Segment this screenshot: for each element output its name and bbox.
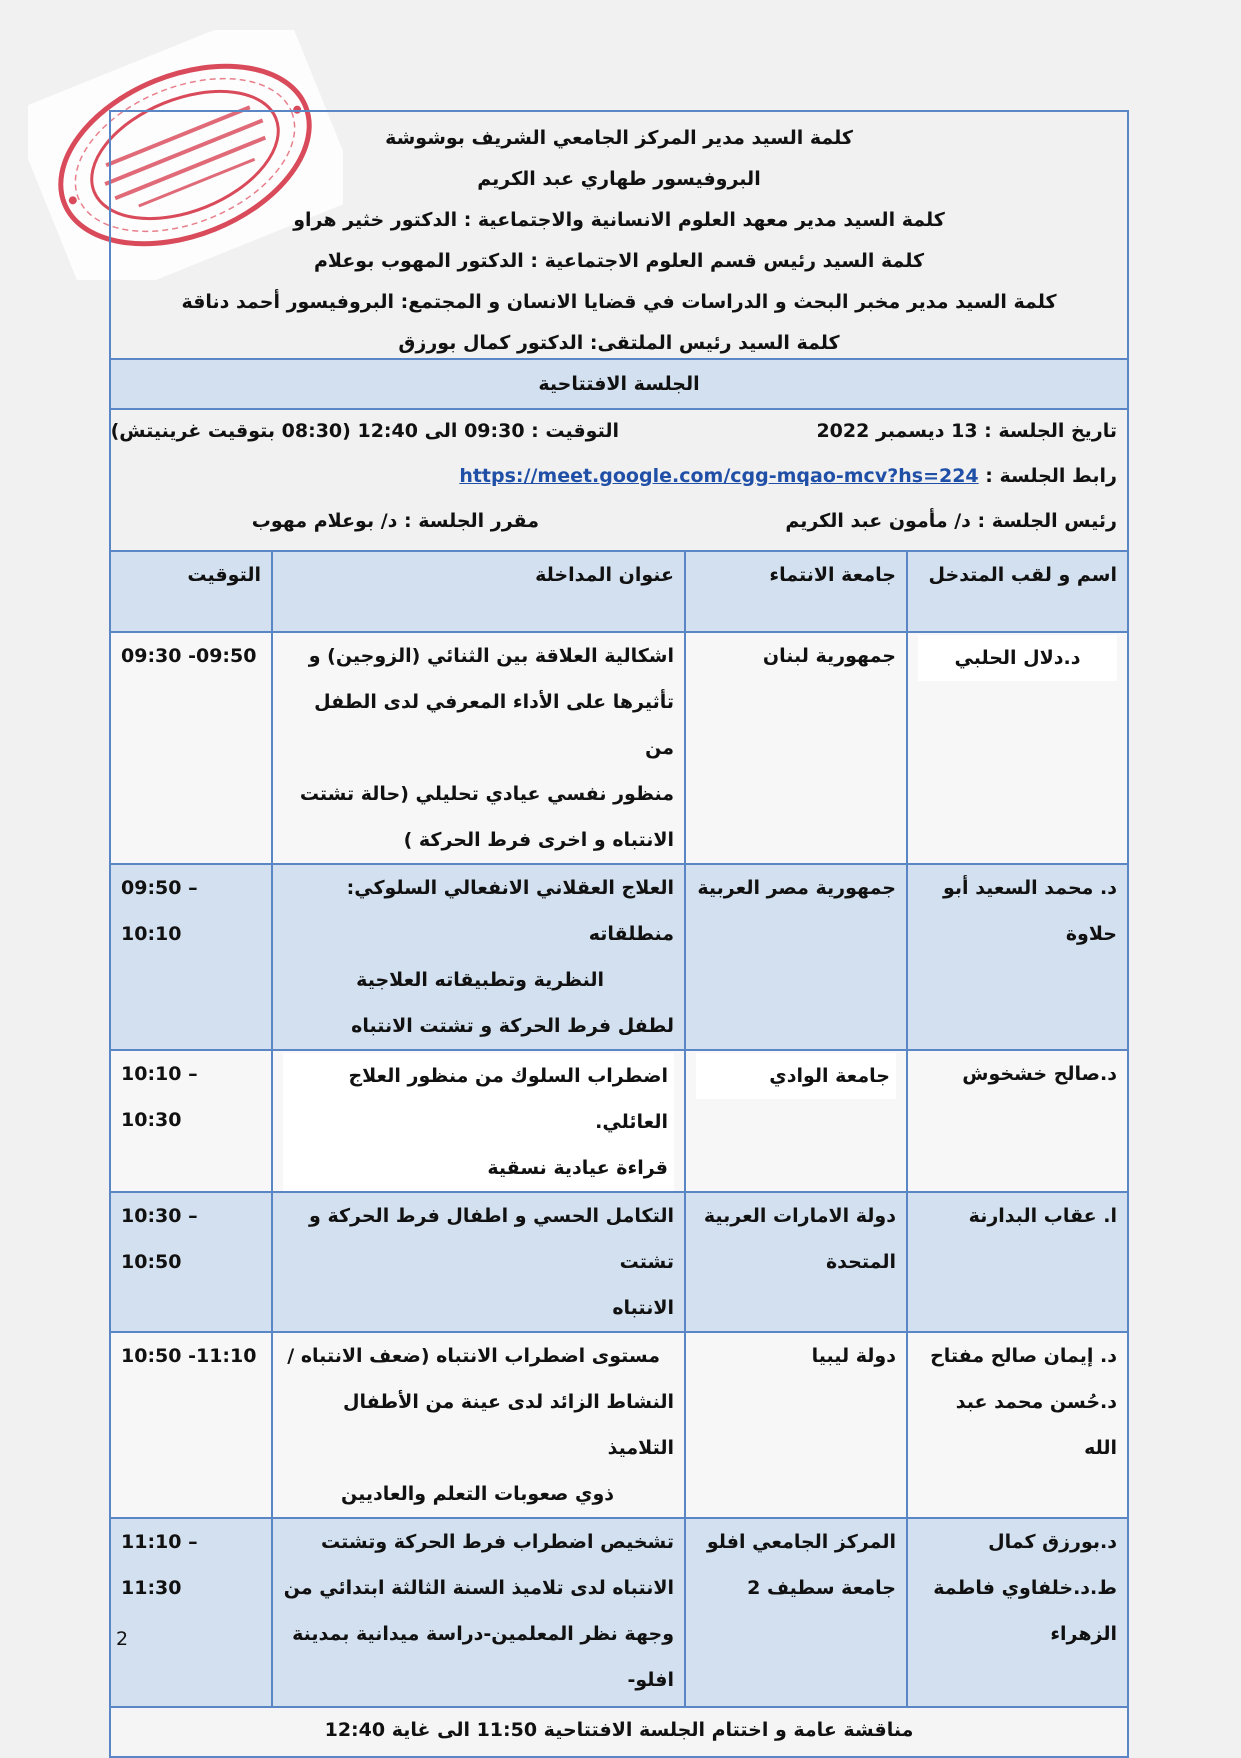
time-slot: 09:30 -09:50 (111, 632, 272, 864)
paper-title-line: تأثيرها على الأداء المعرفي لدى الطفل من (314, 691, 674, 759)
schedule-table (111, 552, 1127, 1708)
paper-title-cell (272, 1192, 685, 1332)
paper-title-line: النشاط الزائد لدى عينة من الأطفال التلاميذ (342, 1391, 674, 1459)
column-header: اسم و لقب المتدخل (907, 552, 1127, 632)
session-link-label: رابط الجلسة : (985, 465, 1117, 487)
paper-title-line: قراءة عيادية نسقية (487, 1157, 668, 1179)
speaker-name-cell (907, 1518, 1127, 1707)
speech-line: كلمة السيد مدير معهد العلوم الانسانية والاجتماعية : الدكتور خثير هراو (293, 209, 945, 231)
table-row (111, 864, 1127, 1050)
paper-title-cell (272, 1050, 685, 1192)
schedule-table-wrapper (111, 552, 1127, 1708)
session-rapporteur: مقرر الجلسة : د/ بوعلام مهوب (251, 510, 539, 532)
paper-title-block (283, 1053, 674, 1191)
speaker-name-cell (907, 632, 1127, 864)
paper-title-line: مستوى اضطراب الانتباه (ضعف الانتباه / (287, 1345, 660, 1367)
time-slot: 10:50 -11:10 (111, 1332, 272, 1518)
column-header: التوقيت (111, 552, 272, 632)
paper-title-line: وجهة نظر المعلمين-دراسة ميدانية بمدينة (292, 1623, 674, 1645)
speaker-name: د.صالح خشخوش (962, 1063, 1117, 1085)
speaker-name: د. إيمان صالح مفتاح (930, 1345, 1117, 1367)
table-row (111, 632, 1127, 864)
affiliation: المتحدة (825, 1251, 896, 1273)
speaker-name: حلاوة (1065, 923, 1117, 945)
session-chair: رئيس الجلسة : د/ مأمون عبد الكريم (785, 510, 1117, 532)
speaker-name-cell (907, 1332, 1127, 1518)
session-title: الجلسة الافتتاحية (111, 360, 1127, 410)
speaker-name: ا. عقاب البدارنة (968, 1205, 1117, 1227)
speaker-name: د.حُسن محمد عبد الله (955, 1391, 1117, 1459)
session-link-row (459, 465, 1117, 487)
paper-title-line: ذوي صعوبات التعلم والعاديين (340, 1483, 614, 1505)
paper-title-line: اشكالية العلاقة بين الثنائي (الزوجين) و (308, 645, 674, 667)
speaker-name: د.بورزق كمال (988, 1531, 1117, 1553)
time-slot: 10:10 – 10:30 (111, 1050, 272, 1192)
speech-line: كلمة السيد رئيس الملتقى: الدكتور كمال بورزق (398, 332, 840, 354)
affiliation: جمهورية مصر العربية (697, 877, 896, 899)
paper-title-line: الانتباه و اخرى فرط الحركة ) (403, 829, 674, 851)
speaker-name: د. محمد السعيد أبو (943, 877, 1117, 899)
paper-title-line: افلو- (627, 1669, 674, 1691)
paper-title-line: تشخيص اضطراب فرط الحركة وتشتت (321, 1531, 674, 1553)
time-slot: 09:50 – 10:10 (111, 864, 272, 1050)
affiliation: جامعة الوادي (696, 1053, 896, 1099)
affiliation-cell (685, 632, 907, 864)
session-time: التوقيت : 09:30 الى 12:40 (08:30 بتوقيت غرينيتش) (110, 420, 619, 442)
session-date: تاريخ الجلسة : 13 ديسمبر 2022 (816, 420, 1117, 442)
paper-title-line: النظرية وتطبيقاته العلاجية (356, 969, 604, 991)
paper-title-cell (272, 632, 685, 864)
time-slot: 11:10 – 11:30 (111, 1518, 272, 1707)
paper-title-line: العلاج العقلاني الانفعالي السلوكي: منطلقاته (346, 877, 674, 945)
table-row (111, 1192, 1127, 1332)
program-document (109, 110, 1129, 1758)
paper-title-line: التكامل الحسي و اطفال فرط الحركة و تشتت (309, 1205, 674, 1273)
affiliation: دولة الامارات العربية (703, 1205, 896, 1227)
speech-line: كلمة السيد مدير المركز الجامعي الشريف بوشوشة (385, 127, 853, 149)
paper-title-line: الانتباه لدى تلاميذ السنة الثالثة ابتدائي من (283, 1577, 674, 1599)
affiliation-cell (685, 864, 907, 1050)
speech-line: البروفيسور طهاري عبد الكريم (477, 168, 761, 190)
affiliation: دولة ليبيا (811, 1345, 896, 1367)
affiliation: جمهورية لبنان (762, 645, 896, 667)
affiliation: المركز الجامعي افلو (706, 1531, 896, 1553)
closing-discussion: مناقشة عامة و اختتام الجلسة الافتتاحية 11:50 الى غاية 12:40 (111, 1708, 1127, 1756)
table-row (111, 1332, 1127, 1518)
affiliation-cell (685, 1332, 907, 1518)
speech-line: كلمة السيد مدير مخبر البحث و الدراسات في قضايا الانسان و المجتمع: البروفيسور أحمد دناقة (181, 291, 1057, 313)
paper-title-line: لطفل فرط الحركة و تشتت الانتباه (351, 1015, 674, 1037)
paper-title-line: منظور نفسي عيادي تحليلي (حالة تشتت (299, 783, 674, 805)
speaker-name-cell (907, 864, 1127, 1050)
paper-title-cell (272, 1332, 685, 1518)
session-info (111, 410, 1127, 552)
affiliation-cell (685, 1518, 907, 1707)
table-row (111, 1518, 1127, 1707)
opening-speeches (111, 112, 1127, 360)
speaker-name: ط.د.خلفاوي فاطمة (933, 1577, 1117, 1599)
time-slot: 10:30 – 10:50 (111, 1192, 272, 1332)
paper-title-line: اضطراب السلوك من منظور العلاج العائلي. (348, 1065, 668, 1133)
speaker-name: د.دلال الحلبي (918, 635, 1117, 681)
session-link[interactable]: https://meet.google.com/cgg-mqao-mcv?hs=224 (459, 465, 979, 487)
page-number: 2 (116, 1628, 129, 1650)
speaker-name-cell (907, 1192, 1127, 1332)
speaker-name-cell (907, 1050, 1127, 1192)
table-row (111, 1050, 1127, 1192)
speech-line: كلمة السيد رئيس قسم العلوم الاجتماعية : الدكتور المهوب بوعلام (313, 250, 925, 272)
table-header-row (111, 552, 1127, 632)
column-header: عنوان المداخلة (272, 552, 685, 632)
paper-title-cell (272, 864, 685, 1050)
affiliation-cell (685, 1050, 907, 1192)
paper-title-line: الانتباه (612, 1297, 674, 1319)
column-header: جامعة الانتماء (685, 552, 907, 632)
affiliation: جامعة سطيف 2 (747, 1577, 896, 1599)
affiliation-cell (685, 1192, 907, 1332)
paper-title-cell (272, 1518, 685, 1707)
speaker-name: الزهراء (1050, 1623, 1117, 1645)
